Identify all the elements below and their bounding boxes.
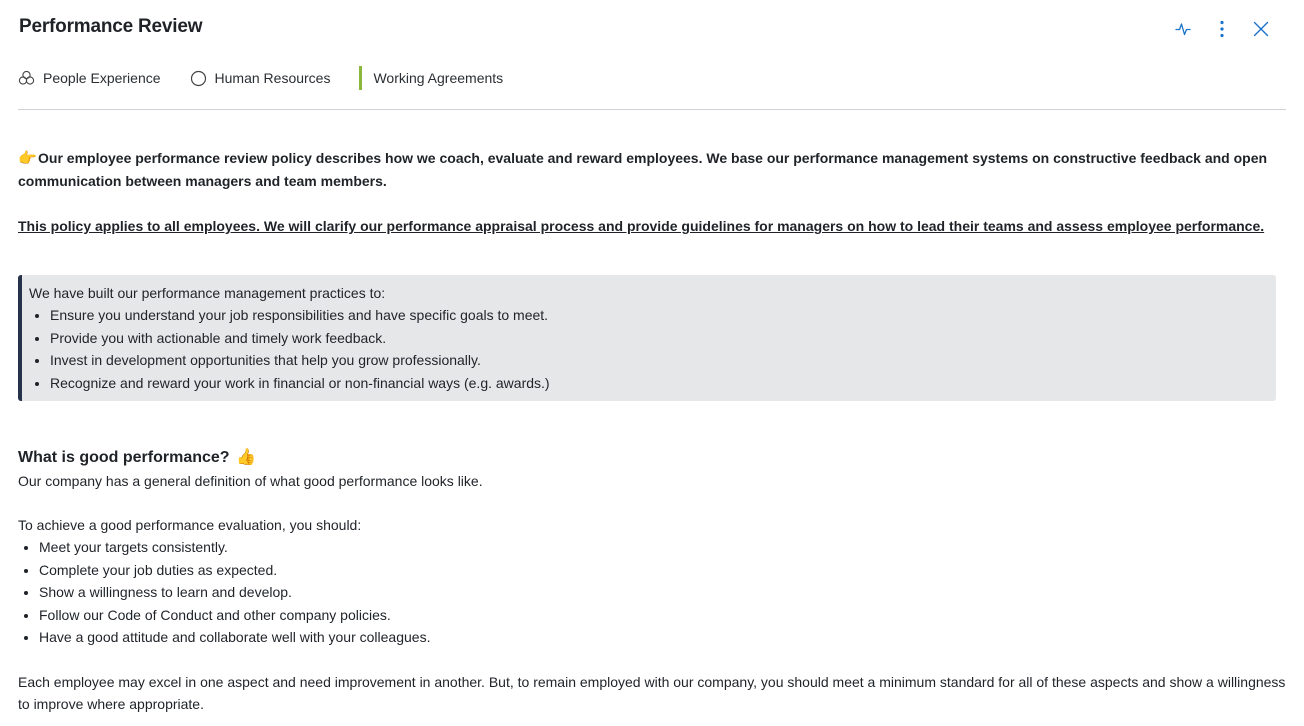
list-item: • Follow our Code of Conduct and other company policies.	[39, 604, 1286, 627]
document-content	[18, 110, 1286, 715]
list-item: • Complete your job duties as expected.	[39, 559, 1286, 582]
intro-paragraph	[18, 147, 1286, 192]
circles-cluster-icon	[18, 70, 35, 86]
tag-human-resources[interactable]	[190, 66, 331, 90]
achieve-lead: To achieve a good performance evaluation, you should:	[18, 517, 362, 533]
more-options-button[interactable]	[1209, 16, 1235, 42]
section-heading-text: What is good performance?	[18, 449, 230, 466]
achieve-list	[18, 536, 1286, 649]
tag-working-agreements[interactable]	[359, 66, 503, 90]
close-icon	[1253, 21, 1269, 37]
tag-color-bar	[359, 66, 362, 90]
policy-statement: This policy applies to all employees. We will clarify our performance appraisal process and provide guidelines for managers on how to lead their teams and assess employee performance.	[18, 218, 1265, 234]
header-actions	[1157, 16, 1274, 42]
list-item: • Show a willingness to learn and develop.	[39, 581, 1286, 604]
activity-button[interactable]	[1170, 16, 1196, 42]
tag-label: Working Agreements	[373, 70, 504, 86]
tag-label: Human Resources	[214, 70, 331, 86]
page-title: Performance Review	[19, 16, 203, 37]
tag-list	[18, 58, 1286, 110]
practices-callout	[18, 275, 1276, 401]
definition-text: Our company has a general definition of what good performance looks like.	[18, 473, 483, 489]
list-item: • Meet your targets consistently.	[39, 536, 1286, 559]
list-item: • Provide you with actionable and timely work feedback.	[50, 327, 1265, 350]
pointing-hand-emoji: 👉	[18, 150, 37, 167]
activity-icon	[1175, 21, 1191, 37]
list-item: • Recognize and reward your work in financial or non-financial ways (e.g. awards.)	[50, 372, 1265, 395]
list-item: • Have a good attitude and collaborate well with your colleagues.	[39, 626, 1286, 649]
more-vertical-icon	[1214, 20, 1230, 38]
circle-outline-icon	[190, 70, 207, 87]
list-item: • Ensure you understand your job responsibilities and have specific goals to meet.	[50, 304, 1265, 327]
callout-lead: We have built our performance management practices to:	[29, 285, 386, 301]
tag-label: People Experience	[43, 70, 161, 86]
panel-header	[18, 0, 1286, 58]
list-item: • Invest in development opportunities that help you grow professionally.	[50, 349, 1265, 372]
thumbs-up-emoji: 👍	[236, 449, 256, 466]
callout-list	[29, 304, 1265, 394]
intro-text: Our employee performance review policy describes how we coach, evaluate and reward employees. We base our performance management systems on constructive feedback and open communication between managers and team members.	[18, 150, 1268, 189]
tag-people-experience[interactable]	[18, 66, 161, 90]
section-heading	[18, 446, 1286, 470]
close-button[interactable]	[1248, 16, 1274, 42]
closing-paragraph: Each employee may excel in one aspect and need improvement in another. But, to remain employed with our company, you should meet a minimum standard for all of these aspects and show a willingness to improve where appropriate.	[18, 673, 1286, 712]
